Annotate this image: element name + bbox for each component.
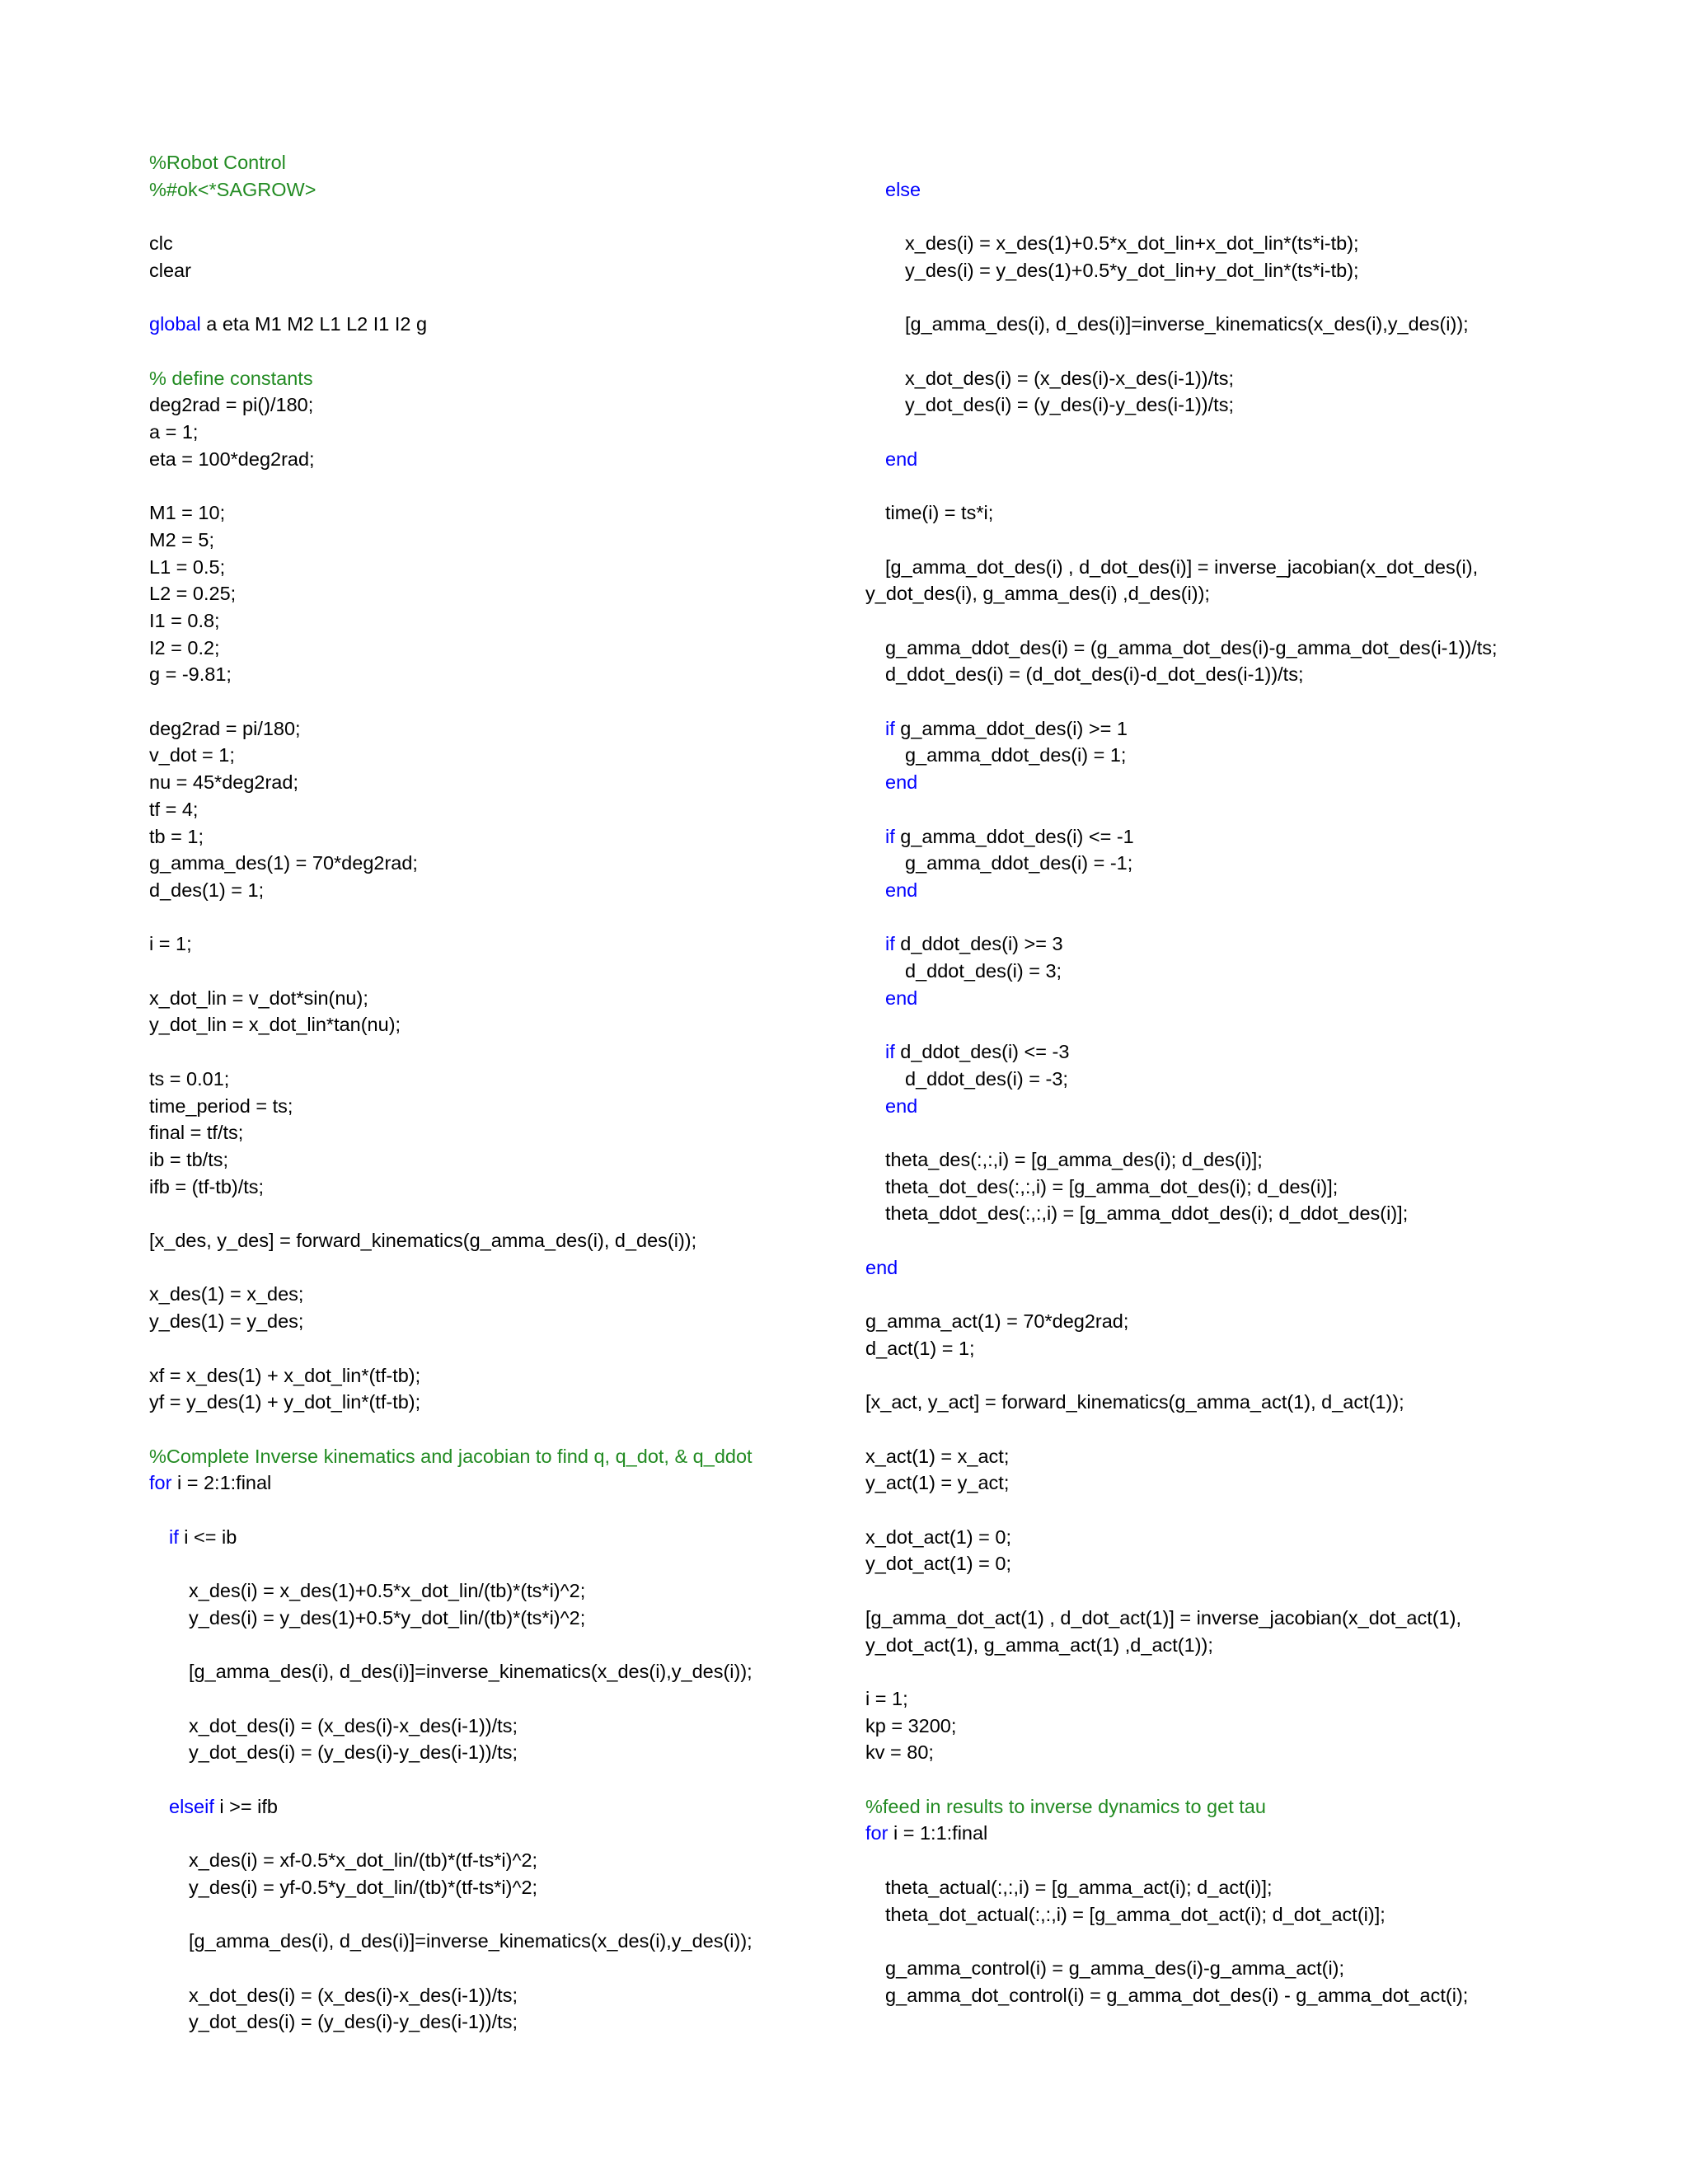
code-text: g_amma_act(1) = 70*deg2rad;	[865, 1310, 1129, 1333]
code-keyword: if	[169, 1526, 179, 1548]
code-text: i >= ifb	[213, 1795, 278, 1817]
code-text: clear	[149, 259, 191, 281]
code-text: x_des(1) = x_des;	[149, 1283, 304, 1305]
code-text: final = tf/ts;	[149, 1122, 244, 1144]
code-text: [g_amma_des(i), d_des(i)]=inverse_kinematics(x_des(i),y_des(i));	[189, 1661, 753, 1683]
code-text: x_dot_act(1) = 0;	[865, 1526, 1012, 1548]
code-text: y_dot_des(i), g_amma_des(i) ,d_des(i));	[865, 583, 1210, 605]
code-line	[149, 391, 313, 418]
code-line	[149, 607, 220, 634]
code-text: ifb = (tf-tb)/ts;	[149, 1175, 265, 1197]
code-text: y_dot_des(i) = (y_des(i)-y_des(i-1))/ts;	[189, 2011, 518, 2033]
code-comment: %#ok<*SAGROW>	[149, 178, 316, 200]
code-line	[189, 1739, 518, 1765]
code-line	[149, 742, 235, 768]
code-text: d_act(1) = 1;	[865, 1337, 975, 1359]
code-line	[149, 635, 220, 661]
code-keyword: else	[885, 178, 921, 200]
code-line	[865, 1335, 975, 1361]
code-text: x_dot_des(i) = (x_des(i)-x_des(i-1))/ts;	[905, 367, 1234, 389]
code-line	[149, 1362, 420, 1389]
code-text: eta = 100*deg2rad;	[149, 448, 315, 470]
code-line	[149, 1227, 696, 1254]
code-text: y_dot_act(1), g_amma_act(1) ,d_act(1));	[865, 1633, 1213, 1656]
code-line	[149, 554, 225, 580]
code-line	[149, 419, 198, 445]
code-line	[865, 1713, 956, 1739]
code-text: theta_ddot_des(:,:,i) = [g_amma_ddot_des(i); d_ddot_des(i)];	[885, 1202, 1409, 1225]
code-text: d_ddot_des(i) = 3;	[905, 960, 1062, 982]
code-text: deg2rad = pi/180;	[149, 717, 301, 739]
code-text: g_amma_ddot_des(i) >= 1	[894, 717, 1128, 739]
code-line	[189, 1982, 518, 2008]
code-line	[169, 1793, 278, 1820]
code-text: a = 1;	[149, 421, 199, 443]
code-text: g_amma_ddot_des(i) = (g_amma_dot_des(i)-g_amma_dot_des(i-1))/ts;	[885, 636, 1498, 658]
code-text: kv = 80;	[865, 1741, 934, 1764]
code-line	[149, 1066, 229, 1092]
code-text: [g_amma_dot_act(1) , d_dot_act(1)] = inverse_jacobian(x_dot_act(1),	[865, 1606, 1462, 1629]
code-text: i = 1;	[149, 933, 192, 955]
code-text: I2 = 0.2;	[149, 636, 220, 658]
code-line	[149, 527, 214, 553]
code-line	[149, 1146, 228, 1173]
code-text: d_ddot_des(i) <= -3	[894, 1041, 1070, 1063]
code-text: g_amma_ddot_des(i) = 1;	[905, 744, 1127, 766]
code-text: x_act(1) = x_act;	[865, 1445, 1010, 1467]
code-text: time_period = ts;	[149, 1094, 293, 1117]
code-line	[885, 985, 917, 1011]
code-keyword: for	[865, 1822, 889, 1844]
code-text: g_amma_dot_control(i) = g_amma_dot_des(i) - g_amma_dot_act(i);	[885, 1984, 1469, 2006]
code-text: y_dot_lin = x_dot_lin*tan(nu);	[149, 1014, 401, 1036]
code-line	[865, 1469, 1009, 1496]
code-text: kp = 3200;	[865, 1714, 957, 1736]
code-line	[885, 1955, 1344, 1981]
code-text: d_ddot_des(i) >= 3	[894, 933, 1063, 955]
code-text: i = 1:1:final	[888, 1822, 988, 1844]
code-line	[865, 1685, 908, 1712]
code-line	[149, 176, 316, 203]
code-line	[905, 391, 1234, 418]
code-text: theta_actual(:,:,i) = [g_amma_act(i); d_act(i)];	[885, 1876, 1273, 1898]
code-line	[865, 1550, 1011, 1577]
code-line	[865, 1739, 934, 1765]
code-line	[905, 365, 1234, 391]
code-comment: %feed in results to inverse dynamics to get tau	[865, 1795, 1266, 1817]
code-text: y_dot_des(i) = (y_des(i)-y_des(i-1))/ts;	[189, 1741, 518, 1764]
code-line	[149, 257, 191, 284]
code-line	[149, 1093, 293, 1119]
code-text: nu = 45*deg2rad;	[149, 771, 298, 794]
code-line	[905, 1066, 1068, 1092]
code-line	[885, 715, 1128, 742]
code-line	[189, 1658, 753, 1685]
code-text: [x_des, y_des] = forward_kinematics(g_amma_des(i), d_des(i));	[149, 1230, 697, 1251]
code-line	[149, 499, 225, 526]
code-line	[149, 230, 173, 256]
code-text: d_ddot_des(i) = -3;	[905, 1067, 1068, 1090]
code-keyword: end	[885, 448, 918, 470]
code-text: i <= ib	[178, 1526, 237, 1548]
code-line	[149, 769, 298, 795]
code-line	[149, 796, 198, 823]
code-line	[149, 580, 236, 607]
code-text: y_des(i) = y_des(1)+0.5*y_dot_lin+y_dot_lin*(ts*i-tb);	[905, 259, 1359, 281]
code-line	[905, 742, 1126, 768]
code-text: y_des(i) = yf-0.5*y_dot_lin/(tb)*(tf-ts*i)^2;	[189, 1876, 538, 1898]
code-keyword: if	[885, 1041, 895, 1063]
code-text: g_amma_des(1) = 70*deg2rad;	[149, 852, 418, 874]
code-text: [x_act, y_act] = forward_kinematics(g_amma_act(1), d_act(1));	[865, 1391, 1404, 1413]
code-line	[149, 311, 427, 337]
code-keyword: if	[885, 717, 895, 739]
code-line	[865, 1443, 1009, 1469]
code-text: y_dot_des(i) = (y_des(i)-y_des(i-1))/ts;	[905, 394, 1234, 416]
code-line	[885, 176, 921, 203]
code-line	[885, 930, 1063, 957]
code-line	[189, 1577, 585, 1604]
code-text: i = 1;	[865, 1687, 908, 1709]
code-text: M2 = 5;	[149, 528, 215, 551]
code-keyword: end	[865, 1256, 898, 1278]
code-text: tb = 1;	[149, 825, 204, 847]
code-text: theta_dot_des(:,:,i) = [g_amma_dot_des(i); d_des(i)];	[885, 1175, 1339, 1197]
code-text: g_amma_control(i) = g_amma_des(i)-g_amma_act(i);	[885, 1957, 1345, 1979]
code-line	[189, 1874, 537, 1900]
code-line	[149, 877, 264, 903]
code-line	[885, 1146, 1263, 1173]
code-line	[885, 635, 1498, 661]
code-text: g_amma_ddot_des(i) <= -1	[894, 825, 1134, 847]
code-line	[149, 1308, 303, 1334]
code-text: d_des(1) = 1;	[149, 879, 265, 901]
code-line	[149, 930, 192, 957]
code-line	[865, 580, 1210, 607]
code-text: tf = 4;	[149, 798, 199, 820]
code-line	[865, 1524, 1011, 1550]
code-line	[885, 1093, 917, 1119]
code-line	[865, 1793, 1266, 1820]
code-text: M1 = 10;	[149, 502, 226, 524]
code-text: [g_amma_dot_des(i) , d_dot_des(i)] = inverse_jacobian(x_dot_des(i),	[885, 555, 1479, 578]
code-text: I1 = 0.8;	[149, 609, 220, 631]
code-line	[885, 823, 1134, 850]
code-keyword: end	[885, 987, 918, 1009]
code-line	[865, 1820, 987, 1846]
code-line	[189, 1713, 518, 1739]
code-line	[149, 823, 204, 850]
code-keyword: if	[885, 825, 895, 847]
code-text: time(i) = ts*i;	[885, 502, 994, 524]
code-line	[885, 661, 1303, 687]
code-line	[189, 1847, 537, 1873]
code-line	[149, 850, 418, 876]
code-line	[149, 1174, 264, 1200]
code-line	[149, 1389, 420, 1415]
code-keyword: if	[885, 933, 895, 955]
code-text: ts = 0.01;	[149, 1067, 230, 1090]
code-line	[149, 1119, 243, 1146]
code-line	[885, 1982, 1468, 2008]
code-text: xf = x_des(1) + x_dot_lin*(tf-tb);	[149, 1364, 421, 1386]
code-line	[885, 499, 993, 526]
code-text: y_act(1) = y_act;	[865, 1472, 1010, 1494]
code-text: i = 2:1:final	[171, 1472, 272, 1494]
code-line	[905, 230, 1359, 256]
code-text: ib = tb/ts;	[149, 1148, 229, 1170]
code-line	[169, 1524, 237, 1550]
code-line	[905, 311, 1469, 337]
code-line	[885, 769, 917, 795]
code-text: y_dot_act(1) = 0;	[865, 1553, 1012, 1575]
code-line	[905, 958, 1062, 984]
code-text: a eta M1 M2 L1 L2 I1 I2 g	[200, 313, 428, 335]
code-line	[149, 149, 286, 176]
code-line	[865, 1605, 1461, 1631]
code-text: y_des(i) = y_des(1)+0.5*y_dot_lin/(tb)*(ts*i)^2;	[189, 1606, 586, 1629]
code-text: L1 = 0.5;	[149, 555, 226, 578]
code-keyword: elseif	[169, 1795, 214, 1817]
code-text: g_amma_ddot_des(i) = -1;	[905, 852, 1133, 874]
code-line	[149, 1011, 401, 1038]
code-line	[865, 1254, 898, 1281]
code-text: clc	[149, 232, 173, 255]
code-text: [g_amma_des(i), d_des(i)]=inverse_kinematics(x_des(i),y_des(i));	[189, 1930, 753, 1952]
code-line	[865, 1308, 1128, 1334]
code-line	[149, 661, 232, 687]
code-line	[149, 1281, 303, 1307]
code-text: L2 = 0.25;	[149, 583, 237, 605]
code-line	[149, 1469, 271, 1496]
code-text: deg2rad = pi()/180;	[149, 394, 314, 416]
code-line	[885, 446, 917, 472]
code-line	[905, 850, 1132, 876]
code-text: x_des(i) = xf-0.5*x_dot_lin/(tb)*(tf-ts*i)^2;	[189, 1849, 538, 1872]
code-text: [g_amma_des(i), d_des(i)]=inverse_kinematics(x_des(i),y_des(i));	[905, 313, 1469, 335]
code-text: x_dot_des(i) = (x_des(i)-x_des(i-1))/ts;	[189, 1984, 518, 2006]
code-line	[885, 1200, 1408, 1226]
code-text: x_des(i) = x_des(1)+0.5*x_dot_lin+x_dot_lin*(ts*i-tb);	[905, 232, 1359, 255]
code-line	[885, 1038, 1069, 1065]
code-text: x_des(i) = x_des(1)+0.5*x_dot_lin/(tb)*(ts*i)^2;	[189, 1580, 586, 1602]
code-text: theta_dot_actual(:,:,i) = [g_amma_dot_act(i); d_dot_act(i)];	[885, 1903, 1386, 1925]
code-text: yf = y_des(1) + y_dot_lin*(tf-tb);	[149, 1391, 421, 1413]
code-comment: %Robot Control	[149, 152, 286, 173]
code-keyword: end	[885, 1094, 918, 1117]
code-text: x_dot_des(i) = (x_des(i)-x_des(i-1))/ts;	[189, 1714, 518, 1736]
code-text: v_dot = 1;	[149, 744, 235, 766]
code-line	[149, 365, 313, 391]
code-text: g = -9.81;	[149, 663, 232, 686]
code-keyword: for	[149, 1472, 172, 1494]
code-text: d_ddot_des(i) = (d_dot_des(i)-d_dot_des(i-1))/ts;	[885, 663, 1304, 686]
code-comment: %Complete Inverse kinematics and jacobian to find q, q_dot, & q_ddot	[149, 1445, 753, 1467]
code-line	[905, 257, 1359, 284]
code-line	[149, 1443, 753, 1469]
code-line	[149, 985, 368, 1011]
code-line	[189, 1605, 585, 1631]
code-line	[885, 1174, 1338, 1200]
code-keyword: end	[885, 771, 918, 794]
code-line	[885, 1874, 1273, 1900]
code-line	[865, 1389, 1404, 1415]
code-line	[865, 1632, 1213, 1658]
code-line	[885, 877, 917, 903]
code-line	[189, 1928, 753, 1954]
code-line	[189, 2008, 518, 2035]
code-comment: % define constants	[149, 367, 313, 389]
code-line	[885, 1901, 1386, 1928]
code-line	[149, 446, 315, 472]
code-line	[149, 715, 301, 742]
code-text: y_des(1) = y_des;	[149, 1310, 304, 1333]
code-keyword: global	[149, 313, 201, 335]
code-line	[885, 554, 1478, 580]
code-keyword: end	[885, 879, 918, 901]
code-text: theta_des(:,:,i) = [g_amma_des(i); d_des(i)];	[885, 1148, 1263, 1170]
code-text: x_dot_lin = v_dot*sin(nu);	[149, 987, 368, 1009]
